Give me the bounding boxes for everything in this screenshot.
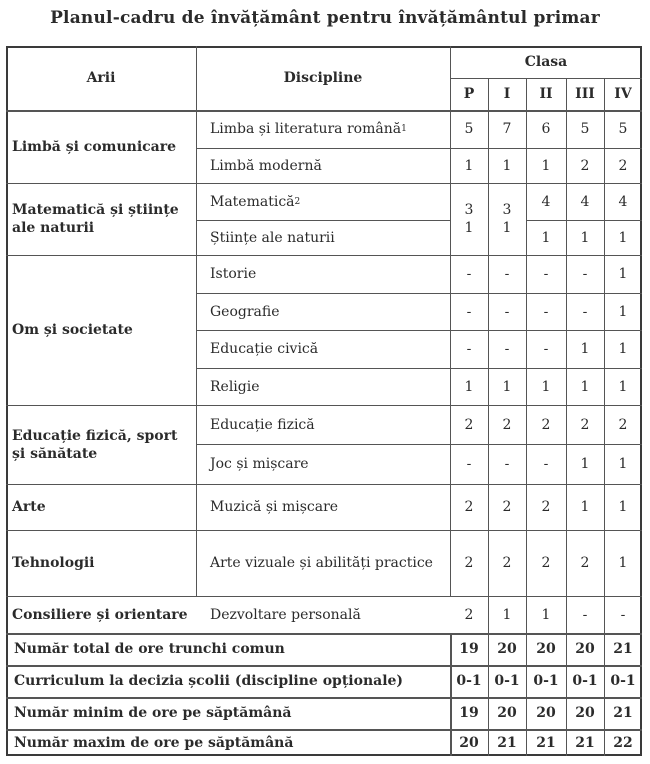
- footer-label: Număr maxim de ore pe săptămână: [14, 734, 294, 751]
- header-clasa: Clasa: [524, 54, 568, 70]
- value-cell: 5: [580, 121, 590, 137]
- value-cell: -: [582, 303, 588, 320]
- discipline-label: Limbă modernă: [210, 157, 322, 174]
- value-cell: -: [504, 341, 510, 357]
- footnote-mark: 1: [401, 124, 407, 134]
- discipline-label: Istorie: [210, 266, 257, 282]
- value-cell: 2: [502, 555, 512, 571]
- header-class-P: P: [463, 86, 475, 102]
- value-cell: -: [543, 341, 549, 357]
- value-cell: 1: [618, 303, 628, 320]
- value-cell: 2: [464, 555, 474, 571]
- value-cell: 1: [618, 229, 628, 246]
- discipline-1: [210, 148, 444, 183]
- discipline-2: [210, 183, 444, 220]
- value-cell: 4: [580, 193, 590, 210]
- value-cell: 1: [580, 456, 590, 472]
- discipline-label: Limba și literatura română: [210, 121, 402, 137]
- value-cell: 2: [502, 499, 512, 515]
- discipline-label: Matematică: [210, 193, 295, 210]
- grid-hline: [450, 444, 642, 445]
- value-cell: 5: [618, 121, 628, 137]
- value-cell: 1: [541, 378, 551, 395]
- discipline-6: [210, 330, 444, 368]
- footer-value: 0-1: [533, 673, 559, 689]
- footer-value: 19: [459, 705, 479, 721]
- footer-value: 21: [575, 734, 595, 751]
- value-cell: -: [466, 266, 472, 282]
- discipline-7: [210, 368, 444, 405]
- value-cell: 2: [464, 499, 474, 515]
- footer-label: Curriculum la decizia școlii (discipline opționale): [14, 673, 404, 689]
- footer-value: 20: [536, 641, 556, 657]
- merged-value-I: 3 1: [502, 202, 512, 236]
- area-label: Tehnologii: [12, 555, 95, 571]
- value-cell: 2: [541, 416, 551, 433]
- discipline-label: Muzică și mișcare: [210, 499, 339, 515]
- discipline-label: Geografie: [210, 303, 280, 320]
- value-cell: -: [543, 266, 549, 282]
- grid-hline: [196, 368, 450, 369]
- header-class-II: II: [539, 86, 553, 102]
- grid-hline: [526, 220, 642, 221]
- header-areas: Arii: [86, 70, 116, 86]
- value-cell: 1: [580, 229, 590, 246]
- area-label: Matematică și științe ale naturii: [12, 202, 179, 236]
- value-cell: 2: [580, 416, 590, 433]
- discipline-4: [210, 255, 444, 293]
- footer-value: 0-1: [610, 673, 636, 689]
- discipline-label: Joc și mișcare: [210, 456, 309, 472]
- footer-value: 21: [536, 734, 556, 751]
- value-cell: 1: [464, 157, 474, 174]
- footer-value: 0-1: [456, 673, 482, 689]
- value-cell: -: [543, 303, 549, 320]
- discipline-8: [210, 405, 444, 444]
- header-disciplines: Discipline: [283, 70, 363, 86]
- header-class-III: III: [575, 86, 595, 102]
- value-cell: -: [504, 266, 510, 282]
- value-cell: 1: [580, 341, 590, 357]
- discipline-10: [210, 484, 444, 530]
- value-cell: -: [466, 456, 472, 472]
- grid-vline: [196, 110, 197, 596]
- area-label: Consiliere și orientare: [12, 606, 188, 623]
- discipline-0: [210, 110, 444, 148]
- footnote-mark: 2: [294, 196, 301, 207]
- value-cell: -: [466, 303, 472, 320]
- footer-value: 20: [575, 705, 595, 721]
- header-class-I: I: [503, 86, 511, 102]
- page-title: Planul-cadru de învățământ pentru învățământul primar: [50, 8, 600, 28]
- value-cell: -: [466, 341, 472, 357]
- grid-hline: [196, 330, 450, 331]
- grid-hline: [196, 293, 450, 294]
- footer-value: 20: [497, 705, 517, 721]
- value-cell: 2: [618, 157, 628, 174]
- grid-vline: [196, 46, 197, 110]
- value-cell: -: [504, 303, 510, 320]
- value-cell: 2: [464, 606, 474, 623]
- discipline-11: [210, 530, 444, 596]
- grid-hline: [6, 633, 642, 635]
- value-cell: 1: [618, 456, 628, 472]
- grid-hline: [450, 148, 642, 149]
- grid-hline: [450, 368, 642, 369]
- value-cell: 1: [618, 266, 628, 282]
- discipline-label: Educație civică: [210, 341, 319, 357]
- header-class-IV: IV: [614, 86, 632, 102]
- value-cell: 4: [618, 193, 628, 210]
- grid-vline: [450, 633, 452, 756]
- value-cell: 1: [502, 157, 512, 174]
- discipline-5: [210, 293, 444, 330]
- grid-hline: [196, 444, 450, 445]
- merged-value-P: 3 1: [464, 202, 474, 236]
- footer-value: 20: [536, 705, 556, 721]
- value-cell: 1: [618, 555, 628, 571]
- discipline-3: [210, 220, 444, 255]
- grid-hline: [196, 148, 450, 149]
- value-cell: 1: [464, 378, 474, 395]
- value-cell: 1: [541, 229, 551, 246]
- footer-value: 19: [459, 641, 479, 657]
- area-label: Om și societate: [12, 322, 133, 338]
- footer-label: Număr minim de ore pe săptămână: [14, 705, 292, 721]
- discipline-label: Arte vizuale și abilități practice: [210, 555, 433, 571]
- grid-hline: [450, 78, 642, 79]
- value-cell: -: [504, 456, 510, 472]
- discipline-9: [210, 444, 444, 484]
- grid-hline: [450, 293, 642, 294]
- value-cell: 1: [618, 499, 628, 515]
- discipline-label: Științe ale naturii: [210, 229, 335, 246]
- footer-value: 20: [459, 734, 479, 751]
- value-cell: 1: [618, 341, 628, 357]
- value-cell: -: [582, 266, 588, 282]
- grid-hline: [6, 697, 642, 699]
- discipline-label: Dezvoltare personală: [210, 606, 361, 623]
- grid-hline: [450, 330, 642, 331]
- value-cell: 2: [502, 416, 512, 433]
- value-cell: 2: [580, 555, 590, 571]
- area-label: Limbă și comunicare: [12, 138, 177, 155]
- value-cell: 2: [541, 499, 551, 515]
- grid-hline: [6, 729, 642, 731]
- footer-value: 21: [497, 734, 517, 751]
- footer-value: 0-1: [494, 673, 520, 689]
- value-cell: 2: [580, 157, 590, 174]
- value-cell: 1: [618, 378, 628, 395]
- value-cell: 2: [464, 416, 474, 433]
- footer-value: 20: [575, 641, 595, 657]
- value-cell: 1: [580, 378, 590, 395]
- grid-hline: [6, 530, 196, 531]
- value-cell: 1: [502, 606, 512, 623]
- area-label: Arte: [12, 499, 46, 515]
- grid-hline: [6, 596, 642, 597]
- value-cell: 1: [580, 499, 590, 515]
- grid-hline: [196, 220, 450, 221]
- value-cell: -: [582, 606, 588, 623]
- footer-value: 0-1: [572, 673, 598, 689]
- discipline-label: Educație fizică: [210, 416, 315, 433]
- grid-hline: [6, 665, 642, 667]
- value-cell: 1: [541, 157, 551, 174]
- area-label: Educație fizică, sport și sănătate: [12, 427, 178, 462]
- discipline-12: [210, 596, 444, 633]
- value-cell: 2: [541, 555, 551, 571]
- footer-label: Număr total de ore trunchi comun: [14, 641, 285, 657]
- value-cell: -: [620, 606, 626, 623]
- value-cell: 5: [464, 121, 474, 137]
- value-cell: 6: [541, 121, 551, 137]
- footer-value: 21: [613, 705, 633, 721]
- footer-value: 21: [613, 641, 633, 657]
- value-cell: -: [543, 456, 549, 472]
- value-cell: 7: [502, 121, 512, 137]
- footer-value: 22: [613, 734, 633, 751]
- value-cell: 1: [541, 606, 551, 623]
- discipline-label: Religie: [210, 378, 260, 395]
- footer-value: 20: [497, 641, 517, 657]
- value-cell: 4: [541, 193, 551, 210]
- value-cell: 2: [618, 416, 628, 433]
- value-cell: 1: [502, 378, 512, 395]
